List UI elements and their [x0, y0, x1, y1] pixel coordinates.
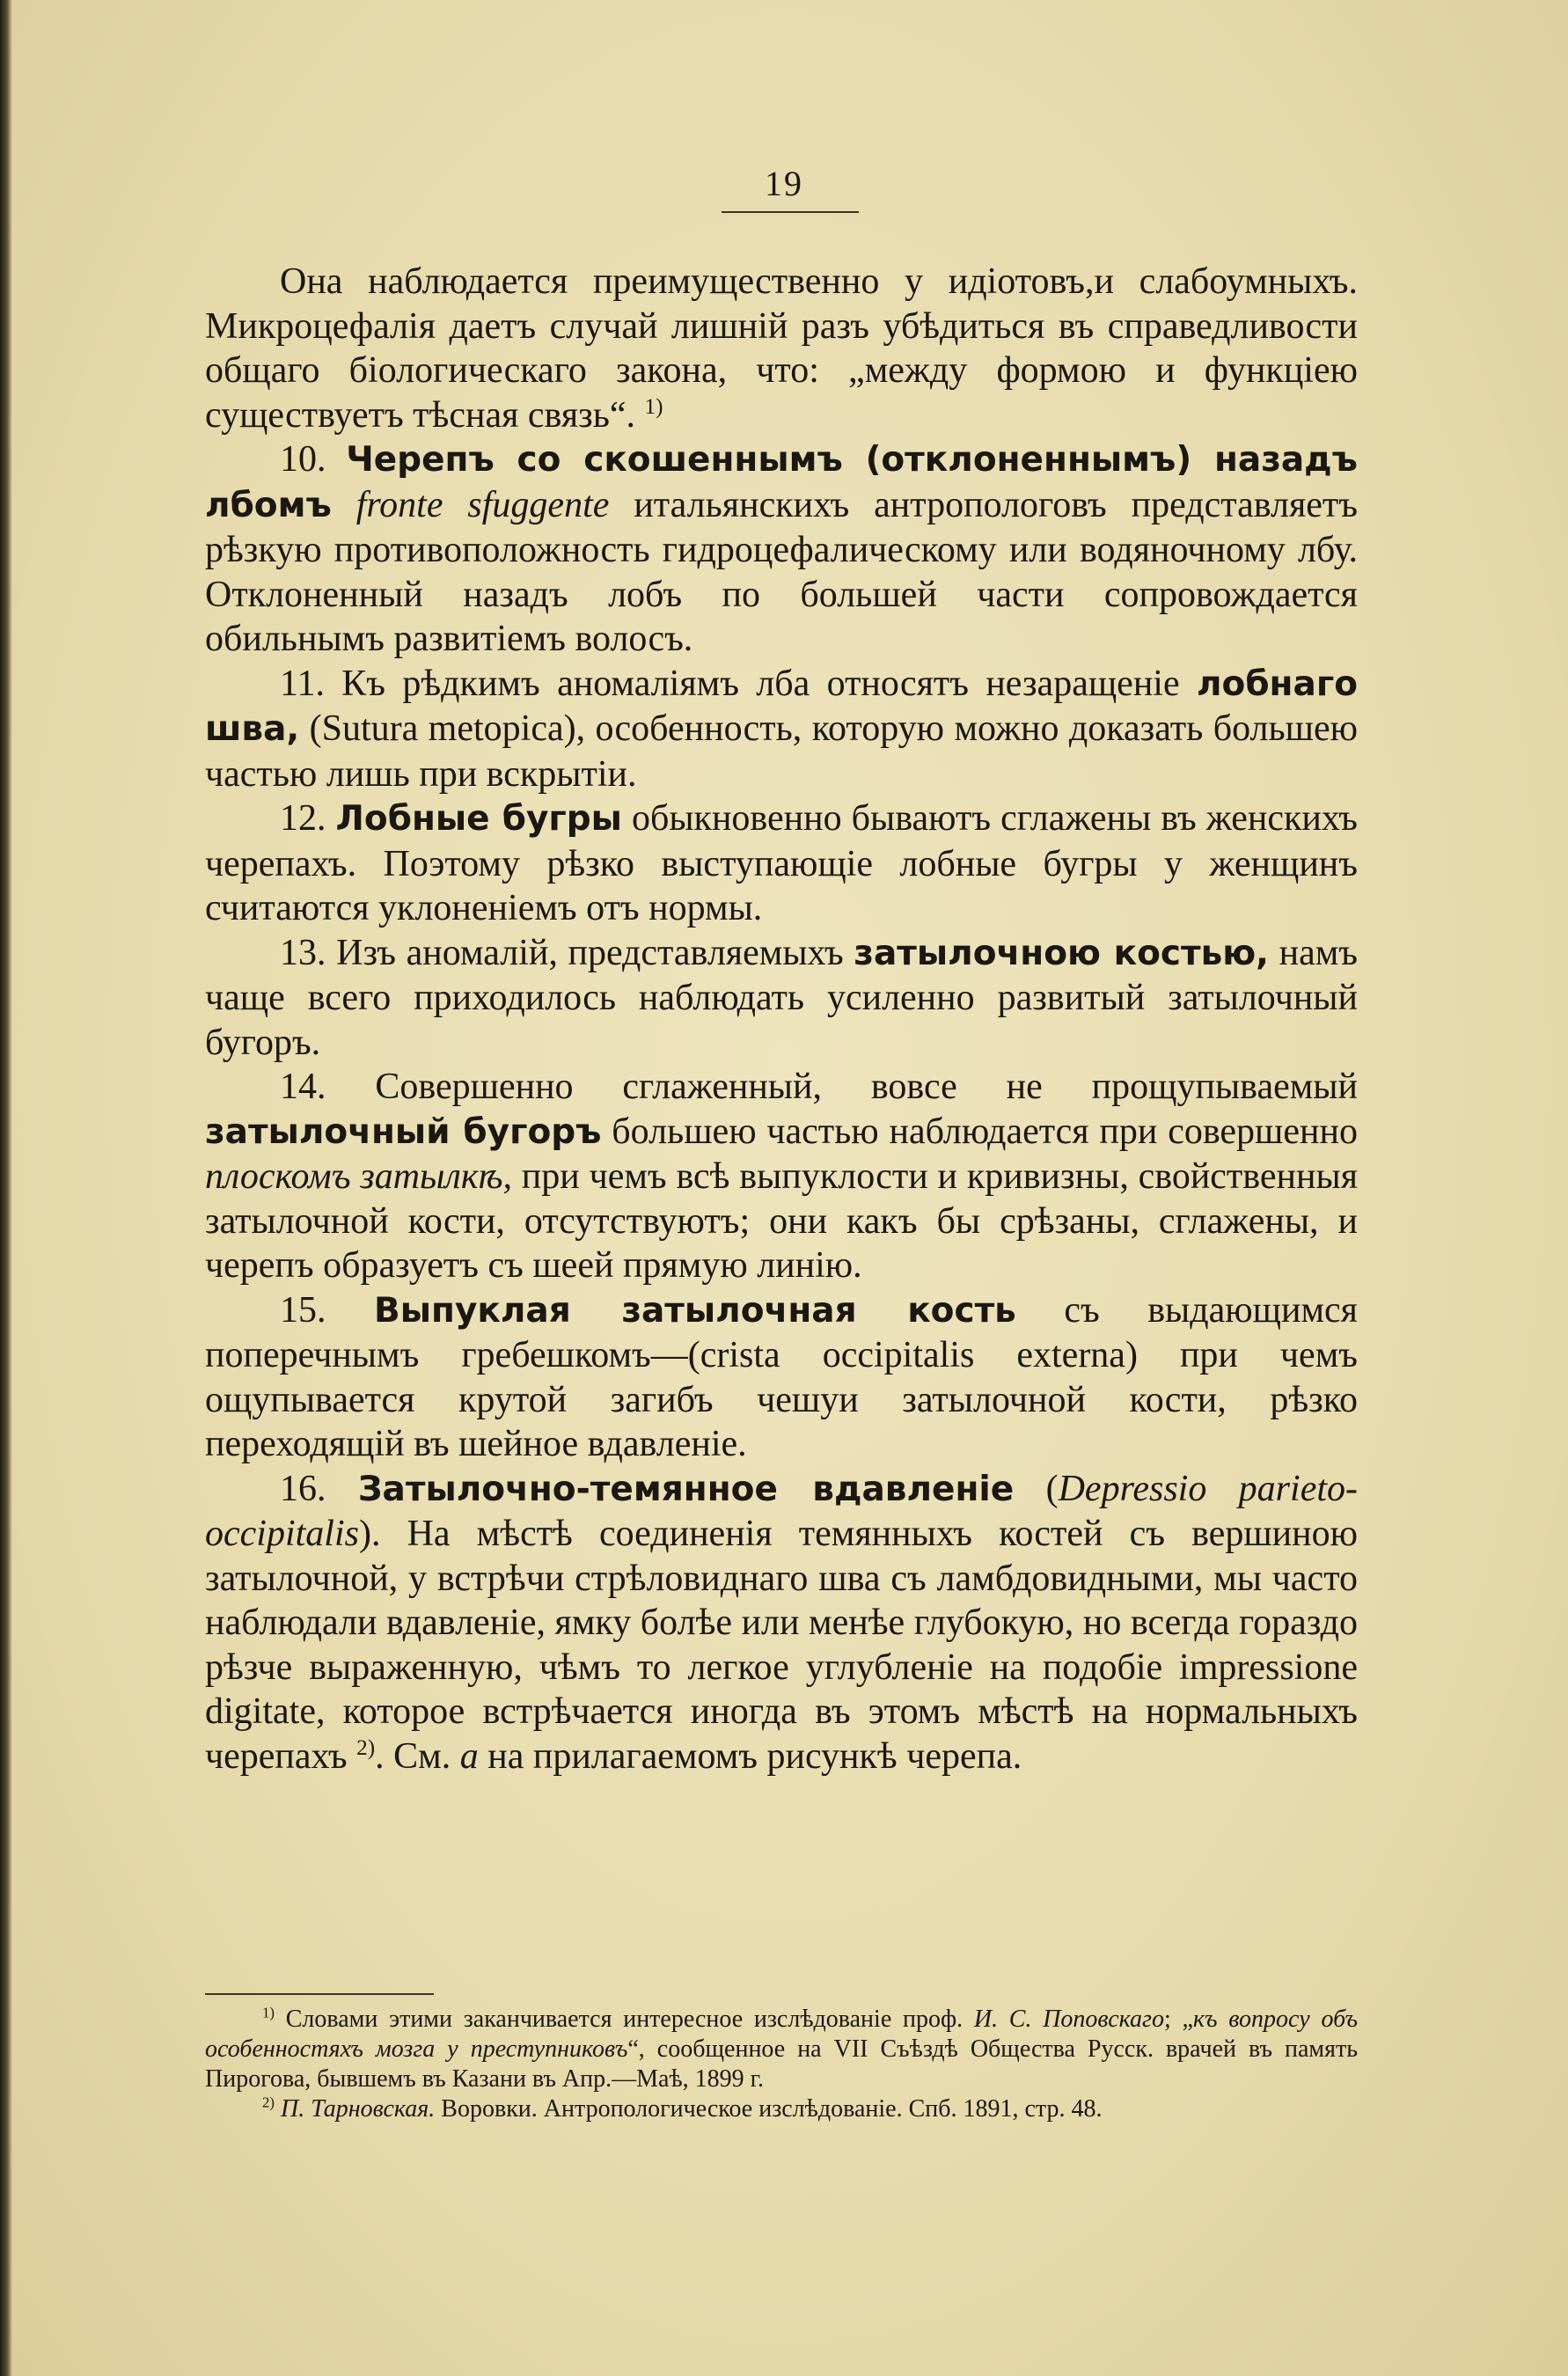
footnote-ref: 2)	[356, 1735, 376, 1760]
italic-term: П. Тарновская.	[280, 2095, 436, 2123]
text-run: “, сообщенное на VII Съѣздѣ Общества Русск. врачей въ память Пирогова, бывшемъ въ Казани въ Апр.—Маѣ, 1899 г.	[205, 2035, 1358, 2093]
text-run: 12.	[280, 798, 336, 839]
text-run: . См.	[375, 1735, 460, 1777]
emphasized-term: Черепъ со скошеннымъ (отклоненнымъ) назадъ лбомъ	[205, 440, 1358, 525]
text-run: 10.	[280, 439, 347, 480]
text-run: ; „	[1163, 2006, 1193, 2033]
text-run	[275, 2095, 281, 2123]
emphasized-term: затылочною костью,	[854, 933, 1269, 973]
emphasized-term: Затылочно-темянное вдавленіе	[357, 1469, 1015, 1509]
emphasized-term: затылочный бугоръ	[205, 1111, 602, 1152]
text-run: 15.	[280, 1289, 374, 1331]
paragraph-4	[205, 796, 1358, 931]
footnote-1	[205, 2005, 1358, 2094]
text-run: съ выдающимся поперечнымъ гребешкомъ—(crista occipitalis externa) при чемъ ощупывается крутой загибъ чешуи затылочной кости, рѣзко переходящій въ шейное вдавленіе.	[205, 1289, 1358, 1464]
italic-term: a	[459, 1735, 479, 1777]
text-run	[332, 485, 356, 525]
text-run: при чемъ всѣ выпуклости и кривизны, свойственныя затылочной кости, отсутствуютъ; они какъ бы срѣзаны, сглажены, и черепъ образуетъ съ шеей прямую линію.	[205, 1156, 1359, 1286]
text-run: Словами этими заканчивается интересное изслѣдованіе проф.	[274, 2006, 974, 2033]
page-header	[0, 163, 1568, 204]
text-run: (Sutura metopica), особенность, которую можно доказать большею частью лишь при вскрытіи.	[205, 708, 1358, 795]
text-run: обыкновенно бываютъ сглажены въ женскихъ черепахъ. Поэтому рѣзко выступающіе лобные бугры у женщинъ считаются уклоненіемъ отъ нормы.	[205, 798, 1358, 928]
italic-term: плоскомъ затылкѣ,	[205, 1156, 512, 1197]
footnotes	[205, 2005, 1358, 2124]
footnote-rule	[205, 1993, 434, 1995]
italic-term: къ вопросу объ особенностяхъ мозга у преступниковъ	[205, 2006, 1358, 2063]
text-run: 11. Къ рѣдкимъ аномаліямъ лба относятъ незаращеніе	[280, 663, 1197, 704]
footnote-ref: 2)	[262, 2094, 275, 2111]
text-run: 13. Изъ аномалій, представляемыхъ	[280, 932, 854, 973]
text-run: 16.	[280, 1468, 358, 1509]
paragraph-7	[205, 1288, 1358, 1467]
paragraph-8	[205, 1467, 1358, 1779]
italic-term: Depressio parieto-occipitalis	[205, 1468, 1358, 1554]
text-run: большею частью наблюдается при совершенно	[601, 1111, 1358, 1152]
emphasized-term: Выпуклая затылочная кость	[374, 1290, 1016, 1331]
paragraph-1	[205, 260, 1358, 437]
paragraph-6	[205, 1065, 1358, 1288]
italic-term: И. С. Поповскаго	[973, 2006, 1164, 2033]
text-run: намъ чаще всего приходилось наблюдать усиленно развитый затылочный бугоръ.	[205, 932, 1359, 1063]
text-run: на прилагаемомъ рисункѣ черепа.	[478, 1735, 1022, 1777]
emphasized-term: Лобные бугры	[335, 799, 622, 839]
header-rule	[722, 211, 859, 213]
footnote-ref: 1)	[262, 2004, 275, 2021]
emphasized-term: лобнаго шва,	[205, 664, 1358, 749]
text-run: Она наблюдается преимущественно у идіотовъ,и слабоумныхъ. Микроцефалія даетъ случай лишній разъ убѣдиться въ справедливости общаго біологическаго закона, что: „между формою и функціею существуетъ тѣсная связь“.	[205, 261, 1358, 436]
text-run: Воровки. Антропологическое изслѣдованіе. Спб. 1891, стр. 48.	[435, 2095, 1103, 2123]
text-run: 14. Совершенно сглаженный, вовсе не прощупываемый	[280, 1067, 1358, 1107]
footnote-ref: 1)	[644, 394, 663, 419]
page-edge-shadow	[0, 0, 12, 2376]
body-text	[205, 260, 1358, 1778]
paragraph-3	[205, 662, 1358, 797]
paragraph-2	[205, 437, 1358, 662]
paragraph-5	[205, 931, 1358, 1066]
text-run: итальянскихъ антропологовъ представляетъ рѣзкую противоположность гидроцефалическому или водяночному лбу. Отклоненный назадъ лобъ по большей части сопровождается обильнымъ развитіемъ волосъ.	[205, 484, 1359, 659]
text-run: ). На мѣстѣ соединенія темянныхъ костей съ вершиною затылочной, у встрѣчи стрѣловиднаго шва съ ламбдовидными, мы часто наблюдали вдавленіе, ямку болѣе или менѣе глубокую, но всегда гораздо рѣзче выраженную, чѣмъ то легкое углубленіе на подобіе impressione digitate, которое встрѣчается иногда въ этомъ мѣстѣ на нормальныхъ черепахъ	[205, 1514, 1358, 1777]
page-number: 19	[765, 164, 803, 203]
footnote-2	[205, 2094, 1358, 2124]
text-run: (	[1014, 1468, 1059, 1509]
italic-term: fronte sfuggente	[355, 484, 610, 525]
